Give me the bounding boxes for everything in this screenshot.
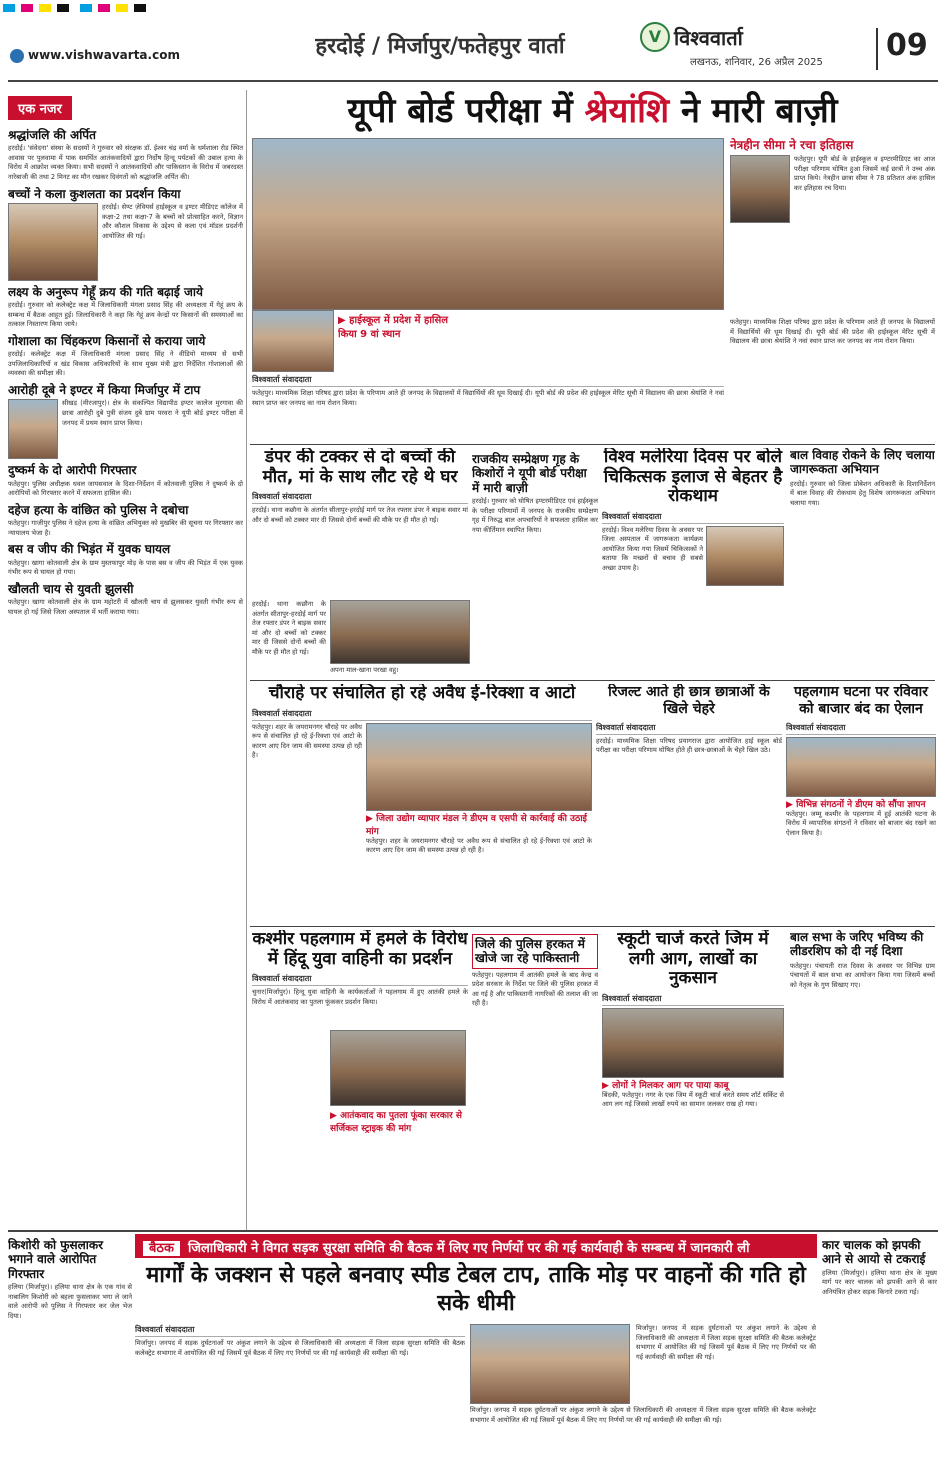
brief-body: फतेहपुर। गाजीपुर पुलिस ने दहेज हत्या के वांछित अभियुक्त को मुखबिर की सूचना पर गिरफ्तार कर न्यायालय भेजा है। (8, 519, 243, 537)
bottom-kicker: बैठक जिलाधिकारी ने विगत सड़क सुरक्षा समिति की बैठक में लिए गए निर्णयों पर की गई कार्यवाही के सम्बन्ध में जानकारी ली (135, 1234, 817, 1258)
brief-body: हरदोई। गुरुवार को कलेक्ट्रेट कक्ष में जिलाधिकारी मंगला प्रसाद सिंह की अध्यक्षता में गेहूं क्रय के सम्बन्ध में बैठक आहूत हुई। जिलाधिकारी ने कहा कि गेहूं क्रय केन्द्रों पर किसानों की समस्याओं का तत्काल निस्तारण किया जाये। (8, 301, 243, 329)
brief-headline: आरोही दूबे ने इण्टर में किया मिर्जापुर में टाप (8, 383, 201, 398)
brief-body: फतेहपुर। खागा कोतवाली क्षेत्र के ग्राम मुस्तफापुर मोड़ के पास बस व जीप की भिड़ंत में एक युवक गंभीर रूप से घायल हो गया। (8, 558, 243, 577)
story-bal-vivah: बाल विवाह रोकने के लिए चलाया जागरूकता अभियान हरदोई। गुरुवार को जिला प्रोबेशन अधिकारी के दिशानिर्देशन में बाल विवाह की रोकथाम हेतु विशेष जागरूकता अभियान चलाया गया। (790, 448, 935, 507)
lead-body: विश्ववार्ता संवाददाता फतेहपुर। माध्यमिक शिक्षा परिषद द्वारा प्रदेश के परिणाम आते ही जनपद के विद्यालयों में विद्यार्थियों की धूम दिखाई दी। यूपी बोर्ड की प्रदेश की हाईस्कूल मेरिट सूची में विद्यालय की छात्रा श्रेयांशि ने नवां स्थान प्राप्त कर जनपद का नाम रोशन किया। (252, 375, 724, 407)
logo: V विश्ववार्ता (640, 22, 780, 52)
seema-photo (730, 155, 790, 223)
story-malaria: विश्व मलेरिया दिवस पर बोले चिकित्सक इलाज से बेहतर है रोकथाम विश्ववार्ता संवाददाता हरदोई। विश्व मलेरिया दिवस के अवसर पर जिला अस्पताल में जागरूकता कार्यक्रम आयोजित किया गया जिसमें चिकित्सकों ने बताया कि मच्छरों से बचाव ही सबसे अच्छा उपाय है। (602, 448, 784, 678)
story-sampreshan: राजकीय सम्प्रेक्षण गृह के किशोरों ने यूपी बोर्ड परीक्षा में मारी बाज़ी हरदोई। गुरुवार को घोषित इण्टरमीडिएट एवं हाईस्कूल के परीक्षा परिणामों में जनपद के राजकीय सम्प्रेक्षण गृह में निरुद्ध बाल अपचारियों ने सफलता हासिल कर नया कीर्तिमान स्थापित किया। (472, 452, 598, 534)
story-divider (250, 926, 935, 927)
story-police: जिले की पुलिस हरकत में खोजे जा रहे पाकिस्तानी फतेहपुर। पहलगाम में आतंकी हमले के बाद केन्द्र व प्रदेश सरकार के निर्देश पर जिले की पुलिस हरकत में आ गई है और पाकिस्तानी नागरिकों की तलाश की जा रही है। (472, 930, 598, 1230)
brief-headline: दहेज हत्या के वांछित को पुलिस ने दबोचा (8, 502, 189, 517)
lead-sidebar: नेत्रहीन सीमा ने रचा इतिहास फतेहपुर। यूपी बोर्ड के हाईस्कूल व इण्टरमीडिएट का आज परीक्षा परिणाम घोषित हुआ जिसमें कई छात्रों ने उच्च अंक प्राप्त किये। नेत्रहीन छात्रा सीमा ने 78 प्रतिशत अंक हासिल कर इतिहास रच दिया। (730, 138, 935, 318)
logo-mark-icon: V (640, 22, 670, 52)
brief-body: हरदोई। 'संवेदना' संस्था के सदस्यों ने गुरुवार को संरक्षक डॉ. ईश्वर चंद्र वर्मा के धर्मशाला रोड स्थित आवास पर पुलवामा में पाक समर्थित आतंकवादियों द्वारा निर्दोष हिन्दू पर्यटकों की उबाल हत्या के विरोध में आक्रोश व्यक्त किया। सभी सदस्यों ने आतंकवादियों और पाकिस्तान के विरोध में जबरदस्त नारेबाजी की तथा 2 मिनट का मौन रखकर दिवंगतों को श्रद्धांजलि अर्पित की। (8, 144, 243, 182)
brief-headline: गोशाला का चिंहकरण किसानों से कराया जाये (8, 334, 206, 348)
section-title: हरदोई / मिर्जापुर/फतेहपुर वार्ता (315, 34, 565, 59)
edition-date: लखनऊ, शनिवार, 26 अप्रैल 2025 (690, 57, 823, 68)
meeting-photo (470, 1324, 630, 1404)
lead-photo-caption: ▶ हाईस्कूल में प्रदेश में हासिल किया 9 वां स्थान (338, 312, 468, 372)
bottom-body-continued: मिर्जापुर। जनपद में सड़क दुर्घटनाओं पर अंकुश लगाने के उद्देश्य से जिलाधिकारी की अध्यक्षता में जिला सड़क सुरक्षा समिति की बैठक कलेक्ट्रेट सभागार में आयोजित की गई जिसमें पूर्व बैठक में लिए गए निर्णयों पर की गई कार्यवाही की समीक्षा की गई। (470, 1406, 816, 1424)
erickshaw-photo (366, 723, 592, 811)
story-kishori: किशोरी को फुसलाकर भगाने वाले आरोपित गिरफ्तार हलिया (मिर्जापुर)। हलिया थाना क्षेत्र के एक गांव से नाबालिग किशोरी को बहला फुसलाकर भगा ले जाने वाले आरोपी को पुलिस ने गिरफ्तार कर जेल भेज दिया। (8, 1238, 132, 1320)
topper-photo (8, 399, 58, 459)
globe-icon (10, 49, 24, 63)
malaria-photo (706, 526, 784, 586)
dumper-photo (330, 600, 470, 664)
lead-photo (252, 138, 724, 310)
story-result: रिजल्ट आते ही छात्र छात्राओं के खिले चेहरे विश्ववार्ता संवाददाता हरदोई। माध्यमिक शिक्षा परिषद प्रयागराज द्वारा आयोजित हाई स्कूल बोर्ड परीक्षा का परीक्षा परिणाम घोषित होते ही छात्र-छात्राओं के चेहरे खिल उठे। (596, 684, 782, 755)
brief-body: सीखड़ (मीरजापुर)। क्षेत्र के संकल्पित विद्यापीठ इण्टर कालेज मुरगावा की छात्रा आरोही दुबे पुत्री संजय दुबे ग्राम परवरा ने यूपी बोर्ड इण्टर परीक्षा में जनपद में प्रथम स्थान प्राप्त किया। (62, 399, 243, 427)
story-divider (250, 680, 935, 681)
protest-photo (330, 1030, 466, 1106)
lead-inset-photo (252, 310, 334, 372)
lead-headline: यूपी बोर्ड परीक्षा में श्रेयांशि ने मारी बाज़ी (347, 91, 838, 131)
brief-headline: लक्ष्य के अनुरूप गेहूँ क्रय की गति बढ़ाई जाये (8, 284, 203, 299)
brief-headline: दुष्कर्म के दो आरोपी गिरफ्तार (8, 463, 137, 478)
story-gym-fire: स्कूटी चार्ज करते जिम में लगी आग, लाखों का नुकसान विश्ववार्ता संवाददाता ▶ लोगों ने मिलकर आग पर पाया काबू बिंदकी, फतेहपुर। नगर के एक जिम में स्कूटी चार्ज करते समय शॉर्ट सर्किट से आग लग गई जिससे लाखों रुपये का सामान जलकर राख हो गया। (602, 930, 784, 1230)
story-car-accident: कार चालक को झपकी आने से आयो से टकराई हलिया (मिर्जापुर)। हलिया थाना क्षेत्र के मुख्य मार्ग पर कार चालक को झपकी आने से कार अनियंत्रित होकर सड़क किनारे टकरा गई। (822, 1238, 937, 1296)
brief-headline: बच्चों ने कला कुशलता का प्रदर्शन किया (8, 186, 181, 201)
brief-headline: श्रद्धांजलि की अर्पित (8, 128, 96, 142)
column-divider (246, 90, 247, 1230)
brief-body: फतेहपुर। खागा कोतवाली क्षेत्र के ग्राम महोटरी में खौलती चाय से झुलसकर युवती गंभीर रूप से घायल हो गई जिसे जिला अस्पताल में भर्ती कराया गया। (8, 598, 243, 616)
ek-nazar-column (8, 96, 243, 1231)
section-label: एक नजर (8, 96, 72, 120)
bottom-body: विश्ववार्ता संवाददाता मिर्जापुर। जनपद में सड़क दुर्घटनाओं पर अंकुश लगाने के उद्देश्य से जिलाधिकारी की अध्यक्षता में जिला सड़क सुरक्षा समिति की बैठक कलेक्ट्रेट सभागार में आयोजित की गई जिसमें पूर्व बैठक में लिए गए निर्णयों पर की गई कार्यवाही की समीक्षा की गई। (135, 1325, 465, 1357)
brief-body: हरदोई। सेण्ट ज़ेवियर्स हाईस्कूल व इण्टर मीडिएट कॉलेज में कक्षा-2 तथा कक्षा-7 के बच्चों को प्रोत्साहित करने, विज्ञान और कौशल विकास के उद्देश्य से कला एवं मॉडल प्रदर्शनी आयोजित की गई। (102, 202, 243, 240)
brief-headline: बस व जीप की भिड़ंत में युवक घायल (8, 542, 171, 557)
bottom-divider (8, 1230, 938, 1232)
students-photo (8, 203, 98, 281)
masthead-divider (8, 80, 938, 82)
brief-body: फतेहपुर। पुलिस अधीक्षक धवल जायसवाल के दिशा-निर्देशन में कोतवाली पुलिस ने दुष्कर्म के दो आरोपियों को गिरफ्तार करने में सफलता हासिल की। (8, 479, 243, 498)
story-erickshaw: चौराहे पर संचालित हो रहे अवैध ई-रिक्शा व आटो विश्ववार्ता संवाददाता फतेहपुर। शहर के जयरामनगर चौराहे पर अवैध रूप से संचालित हो रहे ई-रिक्शा एवं आटो के कारण आए दिन जाम की समस्या उत्पन्न हो रही है। ▶ जिला उद्योग व्यापार मंडल ने डीएम व एसपी से कार्रवाई की उठाई मांग फतेहपुर। शहर के जयरामनगर चौराहे पर अवैध रूप से संचालित हो रहे ई-रिक्शा एवं आटो के कारण आए दिन जाम की समस्या उत्पन्न हो रही है। (252, 684, 592, 924)
story-bal-sabha: बाल सभा के जरिए भविष्य की लीडरशिप को दी नई दिशा फतेहपुर। पंचायती राज दिवस के अवसर पर विभिन्न ग्राम पंचायतों में बाल सभा का आयोजन किया गया जिसमें बच्चों को नेतृत्व के गुण सिखाए गए। (790, 930, 935, 989)
protest-caption: ▶ आतंकवाद का पुतला फूंका सरकार से सर्जिकल स्ट्राइक की मांग (330, 1108, 466, 1138)
dumper-caption: अपना माल-खाना परखा वहु। (330, 666, 399, 674)
story-pahalgam-bandh: पहलगाम घटना पर रविवार को बाजार बंद का ऐलान विश्ववार्ता संवाददाता ▶ विभिन्न संगठनों ने डीएम को सौंपा ज्ञापन फतेहपुर। जम्मू कश्मीर के पहलगाम में हुई आतंकी घटना के विरोध में व्यापारिक संगठनों ने रविवार को बाजार बंद रखने का ऐलान किया है। (786, 684, 936, 924)
page-number: 09 (876, 28, 936, 70)
bandh-photo (786, 737, 936, 797)
bottom-body-col: मिर्जापुर। जनपद में सड़क दुर्घटनाओं पर अंकुश लगाने के उद्देश्य से जिलाधिकारी की अध्यक्षता में जिला सड़क सुरक्षा समिति की बैठक कलेक्ट्रेट सभागार में आयोजित की गई जिसमें पूर्व बैठक में लिए गए निर्णयों पर की गई कार्यवाही की समीक्षा की गई। (636, 1324, 816, 1361)
fire-photo (602, 1008, 784, 1078)
brief-body: हरदोई। कलेक्ट्रेट कक्ष में जिलाधिकारी मंगला प्रसाद सिंह ने वीडियो माध्यम से सभी उपजिलाधिकारियों व खंड विकास अधिकारियों के साथ मुख्य मंत्री द्वारा निर्देशित गोशालाओं की व्यवस्था की समीक्षा की। (8, 350, 243, 378)
story-hyv-protest: कश्मीर पहलगाम में हमले के विरोध में हिंदू युवा वाहिनी का प्रदर्शन विश्ववार्ता संवाददाता चुनार(मिर्जापुर)। हिन्दू युवा वाहिनी के कार्यकर्ताओं ने पहलगाम में हुए आतंकी हमले के विरोध में आतंकवाद का पुतला फूंककर प्रदर्शन किया। (252, 930, 468, 1006)
brief-headline: खौलती चाय से युवती झुलसी (8, 581, 134, 596)
lead-sidebar-continued: फतेहपुर। माध्यमिक शिक्षा परिषद द्वारा प्रदेश के परिणाम आते ही जनपद के विद्यालयों में विद्यार्थियों की धूम दिखाई दी। यूपी बोर्ड की प्रदेश की हाईस्कूल मेरिट सूची में विद्यालय की छात्रा श्रेयांशि ने नवां स्थान प्राप्त कर जनपद का नाम रोशन किया। (730, 318, 935, 346)
bottom-headline: मार्गों के जक्शन से पहले बनवाए स्पीड टेबल टाप, ताकि मोड़ पर वाहनों की गति हो सके धीमी (146, 1263, 806, 1316)
story-divider (250, 444, 935, 445)
print-color-marks (0, 0, 945, 18)
story-dumper: डंपर की टक्कर से दो बच्चों की मौत, मां के साथ लौट रहे थे घर विश्ववार्ता संवाददाता हरदोई। थाना कछौना के अंतर्गत सीतापुर-हरदोई मार्ग पर तेज रफ्तार डंपर ने बाइक सवार मां और दो बच्चों को टक्कर मार दी जिससे दोनों बच्चों की मौके पर ही मौत हो गई। (252, 448, 468, 524)
website-link[interactable]: www.vishwavarta.com (10, 48, 250, 66)
story-dumper-col: हरदोई। थाना कछौना के अंतर्गत सीतापुर-हरदोई मार्ग पर तेज रफ्तार डंपर ने बाइक सवार मां और दो बच्चों को टक्कर मार दी जिससे दोनों बच्चों की मौके पर ही मौत हो गई। (252, 600, 326, 656)
